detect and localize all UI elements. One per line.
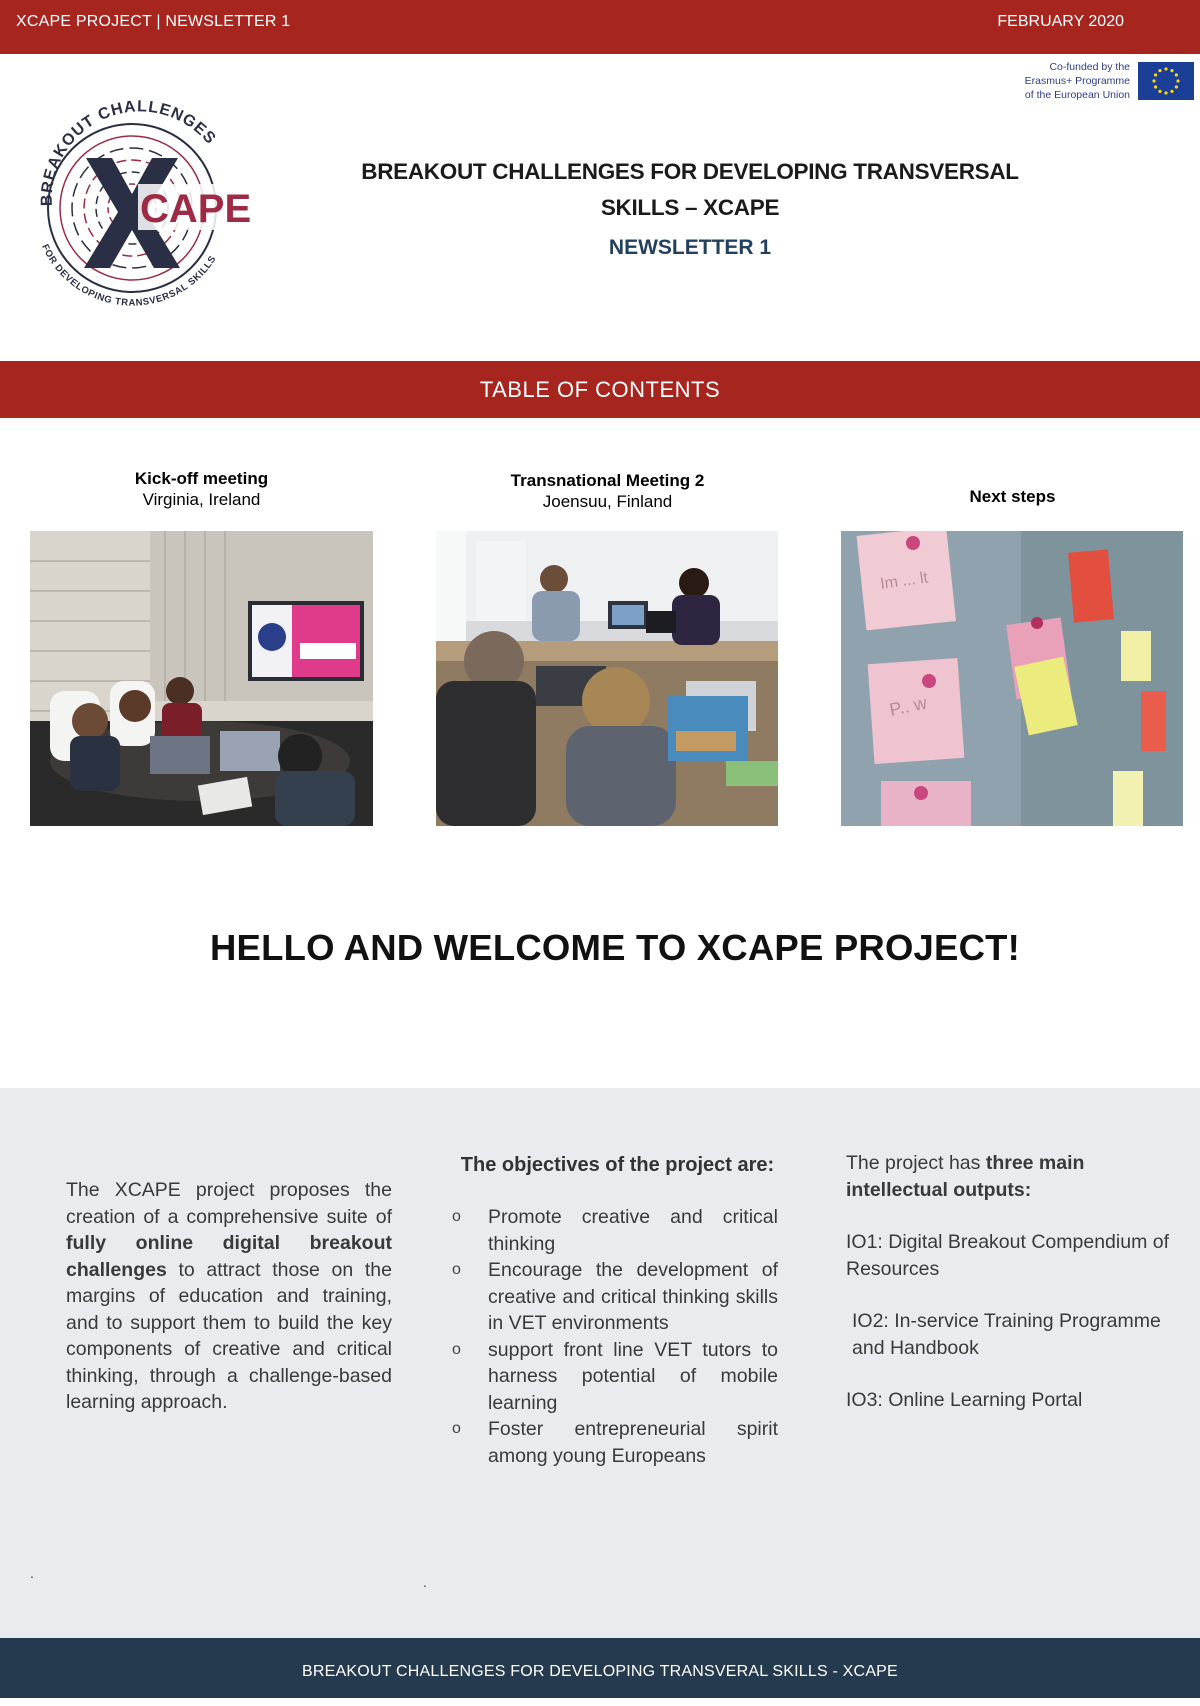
objectives-heading: The objectives of the project are:	[460, 1154, 775, 1176]
eu-flag-icon	[1138, 62, 1194, 100]
newsletter-label: XCAPE PROJECT | NEWSLETTER 1	[16, 13, 291, 30]
eu-badge-text: Co-funded by the Erasmus+ Programme of the European Union	[1024, 61, 1130, 101]
toc-item-title: Transnational Meeting 2	[510, 471, 705, 490]
project-intro-text: The XCAPE project proposes the creation of a comprehensive suite of fully online digital breakout challenges to attract those on the margins of education and training, and to support them to build the key components of creative and critical thinking, through a challenge-based learning approach.	[66, 1179, 392, 1413]
toc-item-subtitle: Virginia, Ireland	[142, 490, 261, 509]
logo-top-text: BREAKOUT CHALLENGES	[38, 98, 220, 207]
bullet-icon: o	[452, 1420, 461, 1437]
output-item-io2: IO2: In-service Training Programme and Handbook	[852, 1310, 1161, 1359]
top-bar	[0, 0, 1200, 54]
bullet-icon: o	[452, 1261, 461, 1278]
footer-bar: BREAKOUT CHALLENGES FOR DEVELOPING TRANSVERAL SKILLS - XCAPE	[0, 1638, 1200, 1698]
output-item-io1: IO1: Digital Breakout Compendium of Resources	[846, 1231, 1169, 1280]
objectives-list	[440, 1204, 778, 1469]
welcome-heading: HELLO AND WELCOME TO XCAPE PROJECT!	[209, 927, 1021, 968]
svg-text:Im ... lt: Im ... lt	[879, 569, 930, 593]
toc-item-kickoff[interactable]	[30, 468, 373, 510]
toc-item-title: Next steps	[969, 487, 1056, 506]
bullet-icon: o	[452, 1208, 461, 1225]
outputs-intro: The project has three main intellectual outputs:	[846, 1152, 1085, 1201]
eu-cofunded-badge	[1025, 60, 1194, 102]
list-item: o Encourage the development of creative and critical thinking skills in VET environments	[452, 1259, 778, 1334]
newsletter-main-title: BREAKOUT CHALLENGES FOR DEVELOPING TRANSVERSAL SKILLS – XCAPE	[361, 159, 1019, 220]
svg-text:FOR DEVELOPING TRANSVERSAL SKI	[39, 243, 219, 309]
toc-item-subtitle: Joensuu, Finland	[542, 492, 673, 511]
list-item: o Promote creative and critical thinking	[452, 1206, 778, 1255]
list-item: o support front line VET tutors to harness potential of mobile learning	[452, 1338, 778, 1414]
newsletter-date: FEBRUARY 2020	[997, 13, 1124, 30]
xcape-logo	[28, 96, 260, 320]
bullet-icon: o	[452, 1340, 461, 1358]
next-steps-sticky-notes-photo[interactable]	[841, 531, 1183, 826]
intellectual-outputs	[846, 1150, 1186, 1414]
list-item: o Foster entrepreneurial spirit among young Europeans	[452, 1418, 778, 1467]
logo-bottom-text: FOR DEVELOPING TRANSVERSAL SKILLS	[39, 242, 219, 309]
kickoff-meeting-photo[interactable]	[30, 531, 373, 826]
stray-mark: .	[423, 1574, 427, 1590]
transnational-meeting-photo[interactable]	[436, 531, 778, 826]
logo-brand-text: CAPE	[140, 187, 252, 231]
stray-mark: .	[30, 1565, 34, 1581]
newsletter-subtitle: NEWSLETTER 1	[608, 236, 772, 259]
toc-heading: TABLE OF CONTENTS	[0, 361, 1200, 418]
toc-item-transnational[interactable]	[436, 470, 779, 512]
toc-item-next-steps[interactable]	[841, 486, 1184, 507]
output-item-io3: IO3: Online Learning Portal	[846, 1389, 1083, 1411]
svg-text:P.. w: P.. w	[887, 692, 929, 720]
toc-item-title: Kick-off meeting	[134, 469, 269, 488]
